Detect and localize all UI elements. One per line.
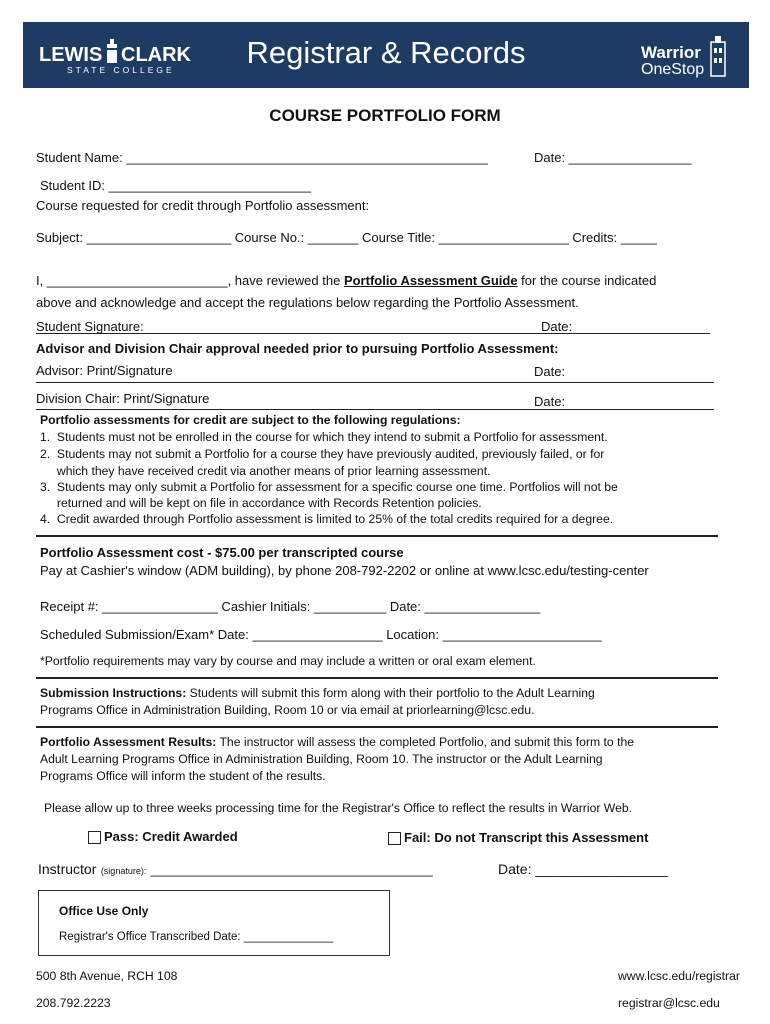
footer-website[interactable]: www.lcsc.edu/registrar bbox=[618, 969, 740, 983]
date-field[interactable]: Date: _________________ bbox=[534, 150, 692, 165]
footer-phone: 208.792.2223 bbox=[36, 996, 111, 1010]
footer-email[interactable]: registrar@lcsc.edu bbox=[618, 996, 720, 1010]
office-use-title: Office Use Only bbox=[59, 904, 149, 918]
office-use-box bbox=[38, 890, 390, 956]
regulation-item: 2. Students may not submit a Portfolio for a course they have previously audited, previously failed, or for bbox=[40, 447, 605, 461]
chair-label: Division Chair: Print/Signature bbox=[36, 391, 210, 406]
processing-note: Please allow up to three weeks processing time for the Registrar's Office to reflect the results in Warrior Web. bbox=[44, 801, 633, 815]
form-title: COURSE PORTFOLIO FORM bbox=[269, 106, 501, 125]
receipt-line[interactable]: Receipt #: ________________ Cashier Initials: __________ Date: ________________ bbox=[40, 599, 541, 614]
advisor-date-label: Date: bbox=[534, 364, 566, 379]
section-divider bbox=[36, 726, 718, 728]
svg-text:STATE COLLEGE: STATE COLLEGE bbox=[67, 65, 175, 75]
instructor-date-field[interactable]: Date: _________________ bbox=[498, 861, 668, 877]
signature-date-label: Date: bbox=[541, 319, 573, 334]
submission-instructions bbox=[40, 686, 595, 700]
instructor-sig-hint: (signature): bbox=[100, 866, 147, 876]
regulation-item: 3. Students may only submit a Portfolio for assessment for a specific course one time. Portfolios will not be bbox=[40, 480, 618, 494]
svg-text:CLARK: CLARK bbox=[121, 44, 191, 66]
chair-signature-line[interactable] bbox=[36, 409, 714, 410]
header-banner bbox=[23, 22, 749, 88]
svg-text:LEWIS: LEWIS bbox=[39, 44, 103, 66]
instructor-signature-field[interactable] bbox=[38, 861, 433, 879]
instructor-line: _______________________________________ bbox=[150, 862, 433, 877]
student-name-field[interactable]: Student Name: __________________________________________________ bbox=[36, 150, 488, 165]
cost-heading: Portfolio Assessment cost - $75.00 per transcripted course bbox=[40, 545, 404, 560]
results-label: Portfolio Assessment Results: bbox=[40, 735, 217, 749]
acknowledgement-line bbox=[36, 273, 656, 288]
fail-label: Fail: Do not Transcript this Assessment bbox=[404, 830, 649, 845]
acknowledgement-post: for the course indicated bbox=[517, 273, 657, 288]
results-text-3: Programs Office will inform the student of the results. bbox=[40, 769, 326, 783]
svg-text:OneStop: OneStop bbox=[641, 61, 705, 78]
signature-line[interactable] bbox=[36, 333, 710, 334]
submission-text: Students will submit this form along with their portfolio to the Adult Learning bbox=[186, 686, 595, 700]
chair-date-label: Date: bbox=[534, 394, 566, 409]
page-title: Registrar & Records bbox=[246, 35, 526, 70]
instructor-label: Instructor bbox=[38, 861, 97, 877]
pass-checkbox[interactable] bbox=[88, 831, 101, 844]
submission-text-2: Programs Office in Administration Building, Room 10 or via email at priorlearning@lcsc.edu. bbox=[40, 703, 535, 717]
results-text: The instructor will assess the completed Portfolio, and submit this form to the bbox=[216, 735, 635, 749]
course-requested-label: Course requested for credit through Portfolio assessment: bbox=[36, 198, 370, 213]
results-instructions bbox=[40, 735, 634, 749]
acknowledgement-line-2: above and acknowledge and accept the regulations below regarding the Portfolio Assessment. bbox=[36, 295, 579, 310]
footer-address: 500 8th Avenue, RCH 108 bbox=[36, 969, 178, 983]
student-signature-label: Student Signature: bbox=[36, 319, 144, 334]
section-divider bbox=[36, 677, 718, 679]
payment-info: Pay at Cashier's window (ADM building), by phone 208-792-2202 or online at www.lcsc.edu/testing-center bbox=[40, 563, 649, 578]
results-text-2: Adult Learning Programs Office in Administration Building, Room 10. The instructor or the Adult Learning bbox=[40, 752, 603, 766]
warrior-onestop-logo bbox=[635, 34, 735, 82]
regulations-heading: Portfolio assessments for credit are subject to the following regulations: bbox=[40, 413, 461, 427]
advisor-signature-line[interactable] bbox=[36, 382, 714, 383]
subject-course-line[interactable]: Subject: ____________________ Course No.: _______ Course Title: __________________ Credits: _____ bbox=[36, 230, 657, 245]
scheduled-exam-line[interactable]: Scheduled Submission/Exam* Date: __________________ Location: ______________________ bbox=[40, 627, 602, 642]
student-id-field[interactable]: Student ID: ____________________________ bbox=[40, 178, 312, 193]
portfolio-footnote: *Portfolio requirements may vary by course and may include a written or oral exam element. bbox=[40, 654, 536, 668]
submission-label: Submission Instructions: bbox=[40, 686, 187, 700]
portfolio-guide-link[interactable]: Portfolio Assessment Guide bbox=[343, 273, 518, 288]
advisor-label: Advisor: Print/Signature bbox=[36, 363, 173, 378]
fail-checkbox[interactable] bbox=[388, 832, 401, 845]
svg-text:Warrior: Warrior bbox=[641, 43, 701, 62]
section-divider bbox=[36, 535, 718, 537]
regulation-item: 4. Credit awarded through Portfolio assessment is limited to 25% of the total credits required for a degree. bbox=[40, 512, 614, 526]
advisor-heading: Advisor and Division Chair approval needed prior to pursuing Portfolio Assessment: bbox=[36, 341, 559, 356]
regulation-item: returned and will be kept on file in accordance with Records Retention policies. bbox=[40, 496, 482, 510]
pass-label: Pass: Credit Awarded bbox=[104, 829, 238, 844]
regulation-item: which they have received credit via another means of prior learning assessment. bbox=[40, 464, 491, 478]
acknowledgement-pre: I, _________________________, have reviewed the bbox=[36, 273, 344, 288]
transcribed-date-field[interactable]: Registrar's Office Transcribed Date: ______________ bbox=[59, 931, 334, 943]
regulation-item: 1. Students must not be enrolled in the course for which they intend to submit a Portfolio for assessment. bbox=[40, 430, 608, 444]
